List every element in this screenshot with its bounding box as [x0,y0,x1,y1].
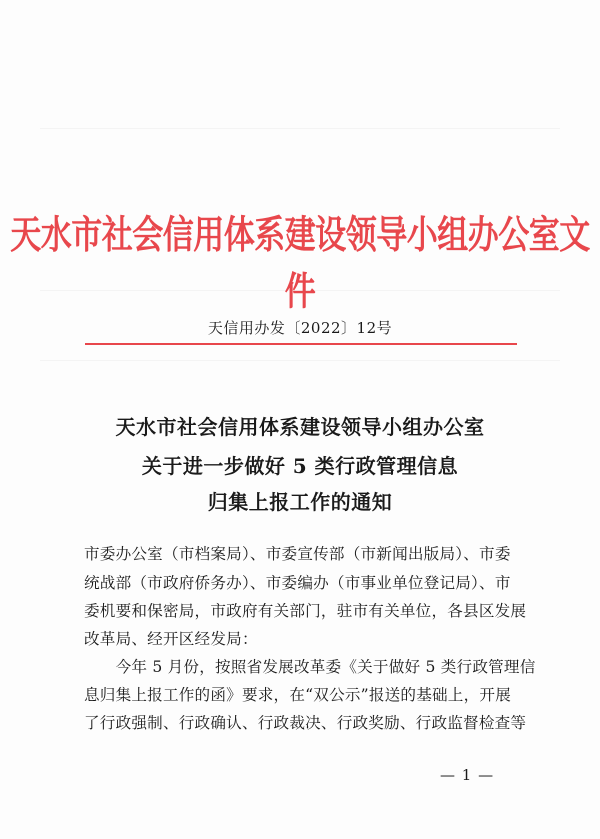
page-number: — 1 — [440,766,495,784]
body-text-line: 今年 5 月份，按照省发展改革委《关于做好 5 类行政管理信 [84,658,536,676]
notice-title-line-2: 关于进一步做好 5 类行政管理信息 [141,454,459,478]
notice-title-line-3: 归集上报工作的通知 [207,490,393,514]
red-separator-line [85,343,517,345]
notice-title-line-1: 天水市社会信用体系建设领导小组办公室 [115,415,485,439]
scan-artifact [40,128,560,129]
body-text-line: 息归集上报工作的函》要求，在“双公示”报送的基础上，开展 [84,686,511,704]
issuing-office-header: 天水市社会信用体系建设领导小组办公室文件 [10,213,590,315]
document-number: 天信用办发〔2022〕12号 [207,319,393,337]
body-text-line: 统战部（市政府侨务办）、市委编办（市事业单位登记局）、市 [84,574,511,592]
scan-artifact [40,360,560,361]
body-text-line: 改革局、经开区经发局： [84,630,258,648]
body-text-line: 市委办公室（市档案局）、市委宣传部（市新闻出版局）、市委 [84,545,511,563]
body-text-line: 了行政强制、行政确认、行政裁决、行政奖励、行政监督检查等 [84,714,527,732]
body-text-line: 委机要和保密局，市政府有关部门，驻市有关单位，各县区发展 [84,602,527,620]
